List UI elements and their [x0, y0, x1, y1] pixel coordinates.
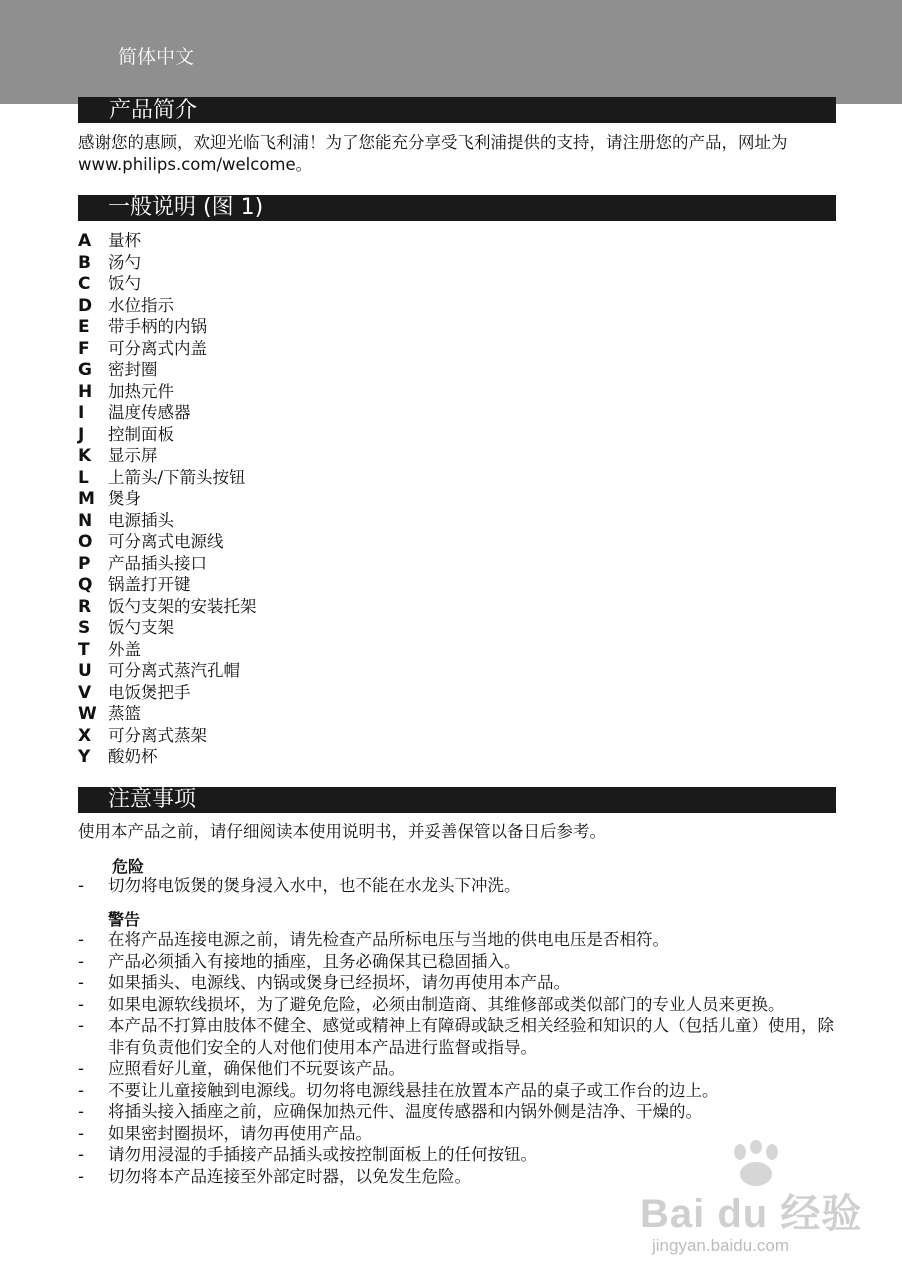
parts-list-key: H: [78, 381, 93, 402]
parts-list-key: K: [78, 446, 92, 466]
bullet-text: 将插头接入插座之前，应确保加热元件、温度传感器和内锅外侧是洁净、干燥的。: [108, 1102, 702, 1121]
parts-list-key: V: [78, 682, 92, 703]
parts-list-item: [78, 445, 478, 467]
section-title-intro: [78, 97, 836, 123]
parts-list-item: [78, 424, 478, 446]
section-title-notice-text: 注意事项: [108, 787, 197, 812]
section-title-intro-text: 产品简介: [109, 98, 198, 123]
parts-list-key: O: [78, 532, 93, 552]
danger-heading: 危险: [112, 857, 145, 876]
parts-list-key: P: [78, 553, 91, 574]
parts-list-label: 锅盖打开键: [108, 575, 191, 594]
parts-list-item: [78, 252, 478, 274]
bullet-text: 应照看好儿童，确保他们不玩耍该产品。: [108, 1059, 405, 1078]
parts-list-item: [78, 682, 478, 704]
section-title-general: [78, 195, 836, 221]
parts-list-label: 水位指示: [108, 295, 174, 315]
parts-list-key: M: [78, 489, 95, 509]
parts-list-item: [78, 617, 478, 639]
parts-list-item: [78, 488, 478, 510]
parts-list-item: [78, 639, 478, 661]
section-title-general-text: 一般说明 (图 1): [108, 195, 264, 220]
watermark-brand: Bai du 经验: [640, 1192, 863, 1236]
bullet-marker: -: [78, 973, 84, 992]
section-title-notice: [78, 787, 836, 813]
parts-list-label: 温度传感器: [108, 403, 191, 422]
warning-heading: 警告: [108, 910, 141, 929]
parts-list-label: 外盖: [108, 639, 141, 659]
parts-list-label: 饭勺: [108, 274, 141, 293]
parts-list-item: [78, 381, 478, 403]
parts-list-label: 电饭煲把手: [108, 682, 191, 702]
parts-list: [78, 230, 478, 768]
bullet-marker: -: [78, 951, 84, 971]
parts-list-label: 加热元件: [108, 381, 174, 401]
parts-list-item: [78, 596, 478, 618]
parts-list-label: 可分离式内盖: [108, 338, 207, 358]
parts-list-item: [78, 273, 478, 295]
bullet-marker: -: [78, 1123, 84, 1143]
bullet-marker: -: [78, 930, 84, 949]
parts-list-key: A: [78, 231, 92, 251]
bullet-marker: -: [78, 1016, 84, 1035]
parts-list-label: 量杯: [108, 231, 141, 250]
parts-list-label: 电源插头: [108, 510, 174, 530]
parts-list-key: T: [78, 639, 90, 660]
parts-list-label: 饭勺支架的安装托架: [108, 596, 257, 616]
intro-paragraph: 感谢您的惠顾，欢迎光临飞利浦！为了您能充分享受飞利浦提供的支持，请注册您的产品，网址为 www.philips.com/welcome。: [78, 133, 788, 174]
parts-list-key: Y: [78, 747, 91, 767]
bullet-item: [78, 1015, 838, 1058]
bullet-marker: -: [78, 1145, 84, 1164]
bullet-text: 产品必须插入有接地的插座，且务必确保其已稳固插入。: [108, 951, 521, 971]
parts-list-label: 带手柄的内锅: [108, 317, 207, 336]
bullet-text: 不要让儿童接触到电源线。切勿将电源线悬挂在放置本产品的桌子或工作台的边上。: [108, 1080, 719, 1100]
bullet-item: [78, 972, 838, 994]
bullet-marker: -: [78, 994, 84, 1014]
parts-list-label: 酸奶杯: [108, 747, 158, 766]
parts-list-label: 可分离式电源线: [108, 532, 224, 551]
parts-list-key: J: [78, 424, 85, 445]
parts-list-key: I: [78, 403, 85, 423]
parts-list-label: 显示屏: [108, 446, 158, 465]
parts-list-key: U: [78, 661, 92, 681]
parts-list-key: R: [78, 596, 92, 617]
parts-list-item: [78, 660, 478, 682]
bullet-item: [78, 1101, 838, 1123]
parts-list-item: [78, 510, 478, 532]
notice-intro: 使用本产品之前，请仔细阅读本使用说明书，并妥善保管以备日后参考。: [78, 822, 606, 841]
parts-list-label: 煲身: [108, 489, 141, 508]
bullet-item: [78, 1058, 838, 1080]
parts-list-key: D: [78, 295, 93, 316]
parts-list-item: [78, 725, 478, 747]
parts-list-label: 密封圈: [108, 360, 158, 379]
baidu-watermark: [640, 1140, 863, 1260]
parts-list-key: B: [78, 252, 91, 273]
bullet-marker: -: [78, 1102, 84, 1121]
paw-icon: [726, 1140, 786, 1188]
bullet-item: [78, 929, 838, 951]
parts-list-item: [78, 574, 478, 596]
parts-list-item: [78, 531, 478, 553]
parts-list-item: [78, 467, 478, 489]
bullet-item: [78, 875, 838, 897]
bullet-marker: -: [78, 1059, 84, 1078]
parts-list-key: X: [78, 725, 92, 746]
bullet-text: 如果密封圈损坏，请勿再使用产品。: [108, 1123, 372, 1143]
bullet-item: [78, 1080, 838, 1102]
parts-list-item: [78, 746, 478, 768]
parts-list-item: [78, 553, 478, 575]
bullet-text: 如果电源软线损坏，为了避免危险，必须由制造商、其维修部或类似部门的专业人员来更换。: [108, 994, 785, 1014]
parts-list-key: E: [78, 317, 90, 337]
bullet-text: 切勿将本产品连接至外部定时器，以免发生危险。: [108, 1166, 471, 1186]
parts-list-key: S: [78, 618, 91, 638]
bullet-item: [78, 994, 838, 1016]
parts-list-label: 饭勺支架: [108, 618, 174, 637]
bullet-text: 切勿将电饭煲的煲身浸入水中，也不能在水龙头下冲洗。: [108, 876, 521, 895]
bullet-marker: -: [78, 1080, 84, 1100]
bullet-text: 在将产品连接电源之前，请先检查产品所标电压与当地的供电电压是否相符。: [108, 930, 669, 949]
parts-list-label: 可分离式蒸架: [108, 725, 207, 745]
bullet-text: 如果插头、电源线、内锅或煲身已经损坏，请勿再使用本产品。: [108, 973, 570, 992]
parts-list-item: [78, 402, 478, 424]
bullet-marker: -: [78, 876, 84, 895]
bullet-text: 本产品不打算由肢体不健全、感觉或精神上有障碍或缺乏相关经验和知识的人（包括儿童）使用，除非有负责他们安全的人对他们使用本产品进行监督或指导。: [108, 1016, 834, 1057]
parts-list-key: C: [78, 274, 91, 294]
parts-list-key: N: [78, 510, 93, 531]
parts-list-label: 汤勺: [108, 252, 141, 272]
bullet-text: 请勿用浸湿的手插接产品插头或按控制面板上的任何按钮。: [108, 1145, 537, 1164]
parts-list-key: G: [78, 360, 92, 380]
parts-list-label: 可分离式蒸汽孔帽: [108, 661, 240, 680]
parts-list-item: [78, 316, 478, 338]
parts-list-item: [78, 295, 478, 317]
parts-list-key: W: [78, 704, 97, 724]
watermark-url: jingyan.baidu.com: [652, 1236, 790, 1255]
parts-list-item: [78, 338, 478, 360]
parts-list-key: L: [78, 467, 89, 488]
bullet-marker: -: [78, 1166, 84, 1186]
parts-list-label: 产品插头接口: [108, 553, 207, 573]
parts-list-item: [78, 359, 478, 381]
language-label: 简体中文: [118, 46, 195, 68]
parts-list-item: [78, 703, 478, 725]
bullet-item: [78, 951, 838, 973]
parts-list-key: F: [78, 338, 90, 359]
parts-list-item: [78, 230, 478, 252]
parts-list-label: 控制面板: [108, 424, 174, 444]
header-band: [0, 0, 902, 104]
parts-list-label: 蒸篮: [108, 704, 141, 723]
parts-list-label: 上箭头/下箭头按钮: [108, 467, 246, 487]
danger-list: [78, 875, 838, 897]
parts-list-key: Q: [78, 575, 93, 595]
